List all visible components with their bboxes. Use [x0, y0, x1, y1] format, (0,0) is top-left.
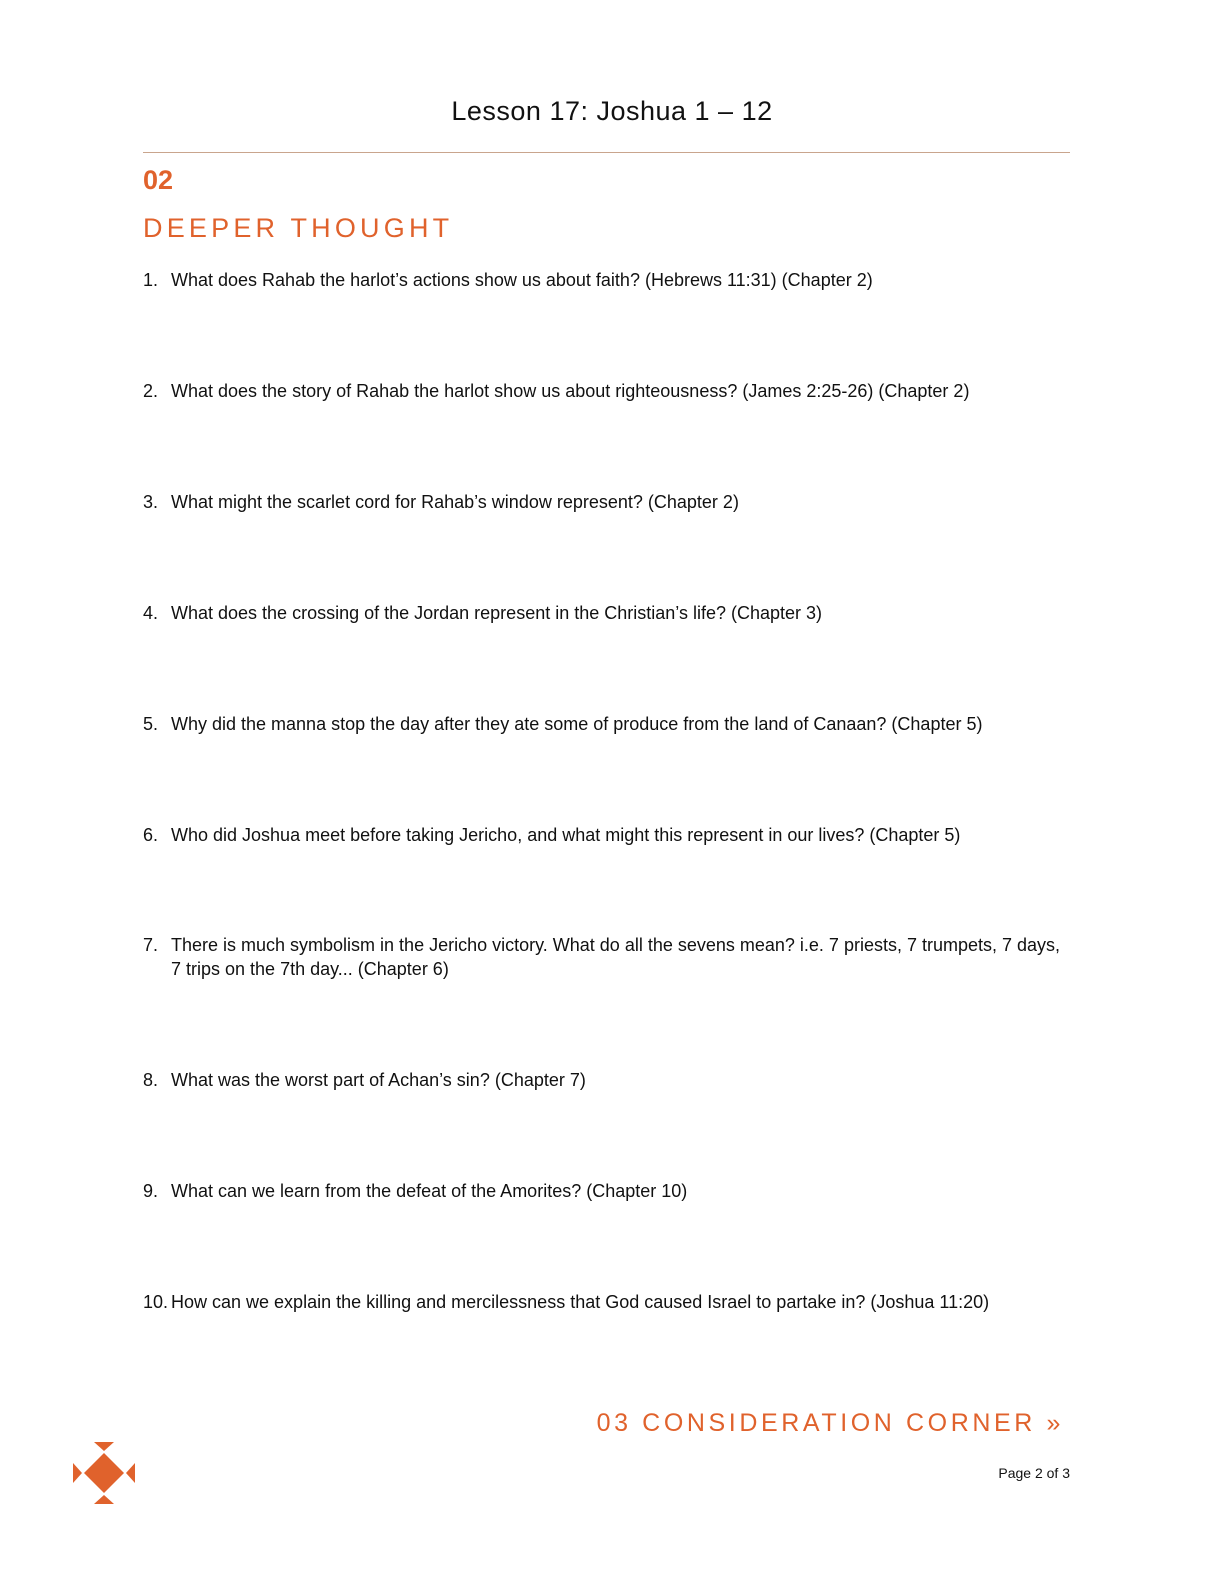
question-item: [143, 1179, 1063, 1203]
question-text: What does the story of Rahab the harlot show us about righteousness? (James 2:25-26) (Chapter 2): [171, 381, 970, 401]
page-number: Page 2 of 3: [998, 1465, 1070, 1481]
question-number: 10.: [143, 1292, 169, 1312]
question-number: 1.: [143, 270, 159, 290]
question-number: 6.: [143, 825, 159, 845]
cross-diamond-logo-icon: [73, 1442, 135, 1504]
question-number: 5.: [143, 714, 159, 734]
header-divider: [143, 152, 1070, 153]
question-item: [143, 490, 1063, 514]
question-text: Who did Joshua meet before taking Jericho, and what might this represent in our lives? (Chapter 5): [171, 825, 961, 845]
question-item: [143, 379, 1063, 403]
question-item: [143, 601, 1063, 625]
question-item: [143, 823, 1063, 847]
question-number: 7.: [143, 935, 159, 955]
question-number: 9.: [143, 1181, 159, 1201]
question-text: What does the crossing of the Jordan represent in the Christian’s life? (Chapter 3): [171, 603, 823, 623]
question-item: [143, 1290, 1063, 1314]
question-number: 2.: [143, 381, 159, 401]
question-text: How can we explain the killing and mercilessness that God caused Israel to partake in? (Joshua 11:20): [171, 1292, 990, 1312]
page-title: Lesson 17: Joshua 1 – 12: [451, 96, 773, 126]
section-title: DEEPER THOUGHT: [143, 213, 454, 243]
question-item: [143, 712, 1063, 736]
question-item: [143, 268, 1063, 292]
question-text: What was the worst part of Achan’s sin? (Chapter 7): [171, 1070, 586, 1090]
question-text: There is much symbolism in the Jericho victory. What do all the sevens mean? i.e. 7 priests, 7 trumpets, 7 days, 7 trips on the 7th day... (Chapter 6): [171, 935, 1061, 979]
question-number: 3.: [143, 492, 159, 512]
question-text: What can we learn from the defeat of the Amorites? (Chapter 10): [171, 1181, 688, 1201]
question-number: 8.: [143, 1070, 159, 1090]
section-number: 02: [143, 165, 174, 195]
next-section-link[interactable]: 03 CONSIDERATION CORNER »: [596, 1409, 1064, 1437]
question-item: [143, 1068, 1063, 1092]
question-text: Why did the manna stop the day after they ate some of produce from the land of Canaan? (Chapter 5): [171, 714, 983, 734]
question-text: What does Rahab the harlot’s actions show us about faith? (Hebrews 11:31) (Chapter 2): [171, 270, 873, 290]
question-text: What might the scarlet cord for Rahab’s window represent? (Chapter 2): [171, 492, 739, 512]
question-number: 4.: [143, 603, 159, 623]
question-item: [143, 933, 1063, 981]
